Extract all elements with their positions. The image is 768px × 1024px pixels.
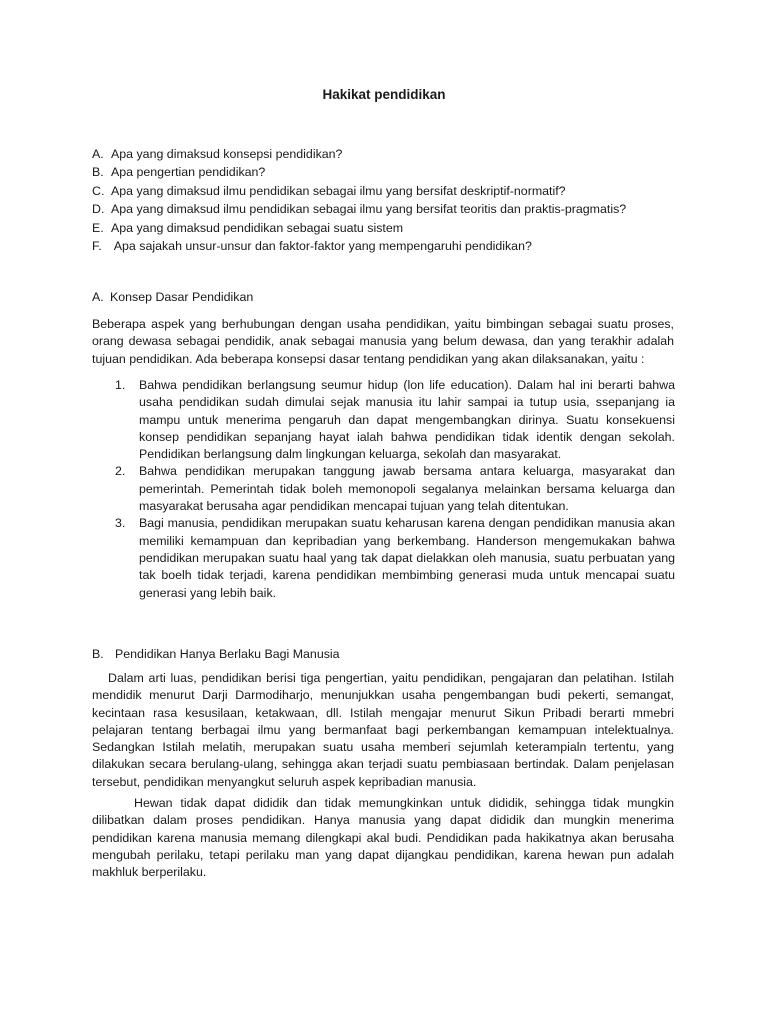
list-item xyxy=(115,377,675,463)
item-text: Bagi manusia, pendidikan merupakan suatu keharusan karena dengan pendidikan manusia akan memiliki kemampuan dan kepribadian yang berkembang. Handerson mengemukakan bahwa pendidikan merupakan suatu haal yang tak dapat dielakkan oleh manusia, suatu perbuatan yang tak boelh tidak terjadi, karena pendidikan membimbing generasi muda untuk mencapai suatu generasi yang lebih baik. xyxy=(139,516,675,600)
item-letter: F. xyxy=(92,238,102,253)
item-letter: C. xyxy=(92,183,105,198)
item-text: Apa yang dimaksud ilmu pendidikan sebagai ilmu yang bersifat deskriptif-normatif? xyxy=(111,183,566,198)
section-b-heading xyxy=(92,645,340,663)
section-letter: B. xyxy=(92,647,104,661)
section-letter: A. xyxy=(92,290,104,304)
list-item xyxy=(92,145,692,163)
item-number: 2. xyxy=(115,464,126,479)
list-item xyxy=(92,163,692,181)
section-title: Konsep Dasar Pendidikan xyxy=(110,290,254,304)
item-letter: D. xyxy=(92,202,105,217)
section-title: Pendidikan Hanya Berlaku Bagi Manusia xyxy=(115,647,340,661)
item-text: Apa yang dimaksud pendidikan sebagai suatu sistem xyxy=(111,220,404,235)
list-item xyxy=(92,237,692,255)
page-title: Hakikat pendidikan xyxy=(322,87,446,102)
list-item xyxy=(115,515,675,601)
item-letter: B. xyxy=(92,165,104,180)
list-item xyxy=(92,200,692,218)
section-a-intro: Beberapa aspek yang berhubungan dengan usaha pendidikan, yaitu bimbingan sebagai suatu proses, orang dewasa sebagai pendidik, anak sebagai manusia yang belum dewasa, dan yang terakhir adalah tujuan pendidikan. Ada beberapa konsepsi dasar tentang pendidikan yang akan dilaksanakan, yaitu : xyxy=(92,317,674,366)
item-number: 1. xyxy=(115,378,126,392)
list-item xyxy=(92,182,692,200)
list-item xyxy=(115,463,675,515)
question-list xyxy=(92,145,692,255)
section-a-heading xyxy=(92,288,253,306)
item-text: Bahwa pendidikan berlangsung seumur hidup (lon life education). Dalam hal ini berarti bahwa usaha pendidikan sudah dimulai sejak manusia itu lahir sampai ia tutup usia, ssepanjang ia mampu untuk menerima pengaruh dan dapat mengembangkan dirinya. Suatu konsekuensi konsep pendidikan sepanjang hayat ialah bahwa pendidikan tidak identik dengan sekolah. Pendidikan berlangsung dalm lingkungan keluarga, sekolah dan masyarakat. xyxy=(139,378,675,462)
item-text: Bahwa pendidikan merupakan tanggung jawab bersama antara keluarga, masyarakat dan pemerintah. Pemerintah tidak boleh memonopoli segalanya melainkan bersama keluarga dan masyarakat berusaha agar pendidikan mencapai tujuan yang telah ditentukan. xyxy=(139,464,675,514)
item-text: Apa yang dimaksud ilmu pendidikan sebagai ilmu yang bersifat teoritis dan praktis-pragmatis? xyxy=(111,202,627,217)
item-letter: A. xyxy=(92,147,104,161)
section-b-paragraph-1: Dalam arti luas, pendidikan berisi tiga pengertian, yaitu pendidikan, pengajaran dan pelatihan. Istilah mendidik menurut Darji Darmodiharjo, menunjukkan usaha pengembangan budi pekerti, semangat, kecintaan rasa kesusilaan, ketakwaan, dll. Istilah mengajar menurut Sikun Pribadi berarti mmebri pelajaran tentang berbagai ilmu yang bermanfaat bagi perkembangan kemampuan intelektualnya. Sedangkan Istilah melatih, merupakan suatu usaha memberi sejumlah keterampialn tertentu, yang dilakukan secara berulang-ulang, sehingga akan terjadi suatu pembiasaan bertindak. Dalam penjelasan tersebut, pendidikan menyangkut seluruh aspek kepribadian manusia. xyxy=(92,671,674,789)
item-letter: E. xyxy=(92,220,104,235)
item-number: 3. xyxy=(115,516,126,531)
item-text: Apa pengertian pendidikan? xyxy=(111,165,266,180)
concept-list xyxy=(115,377,675,602)
section-b-paragraph-2: Hewan tidak dapat dididik dan tidak memungkinkan untuk dididik, sehingga tidak mungkin dilibatkan dalam proses pendidikan. Hanya manusia yang dapat dididik dan mungkin menerima pendidikan karena manusia memang dilengkapi akal budi. Pendidikan pada hakikatnya akan berusaha mengubah perilaku, tetapi perilaku man yang dapat dijangkau pendidikan, karena hewan pun adalah makhluk berperilaku. xyxy=(92,796,674,880)
item-text: Apa sajakah unsur-unsur dan faktor-faktor yang mempengaruhi pendidikan? xyxy=(111,238,532,253)
list-item xyxy=(92,219,692,237)
item-text: Apa yang dimaksud konsepsi pendidikan? xyxy=(111,147,343,161)
